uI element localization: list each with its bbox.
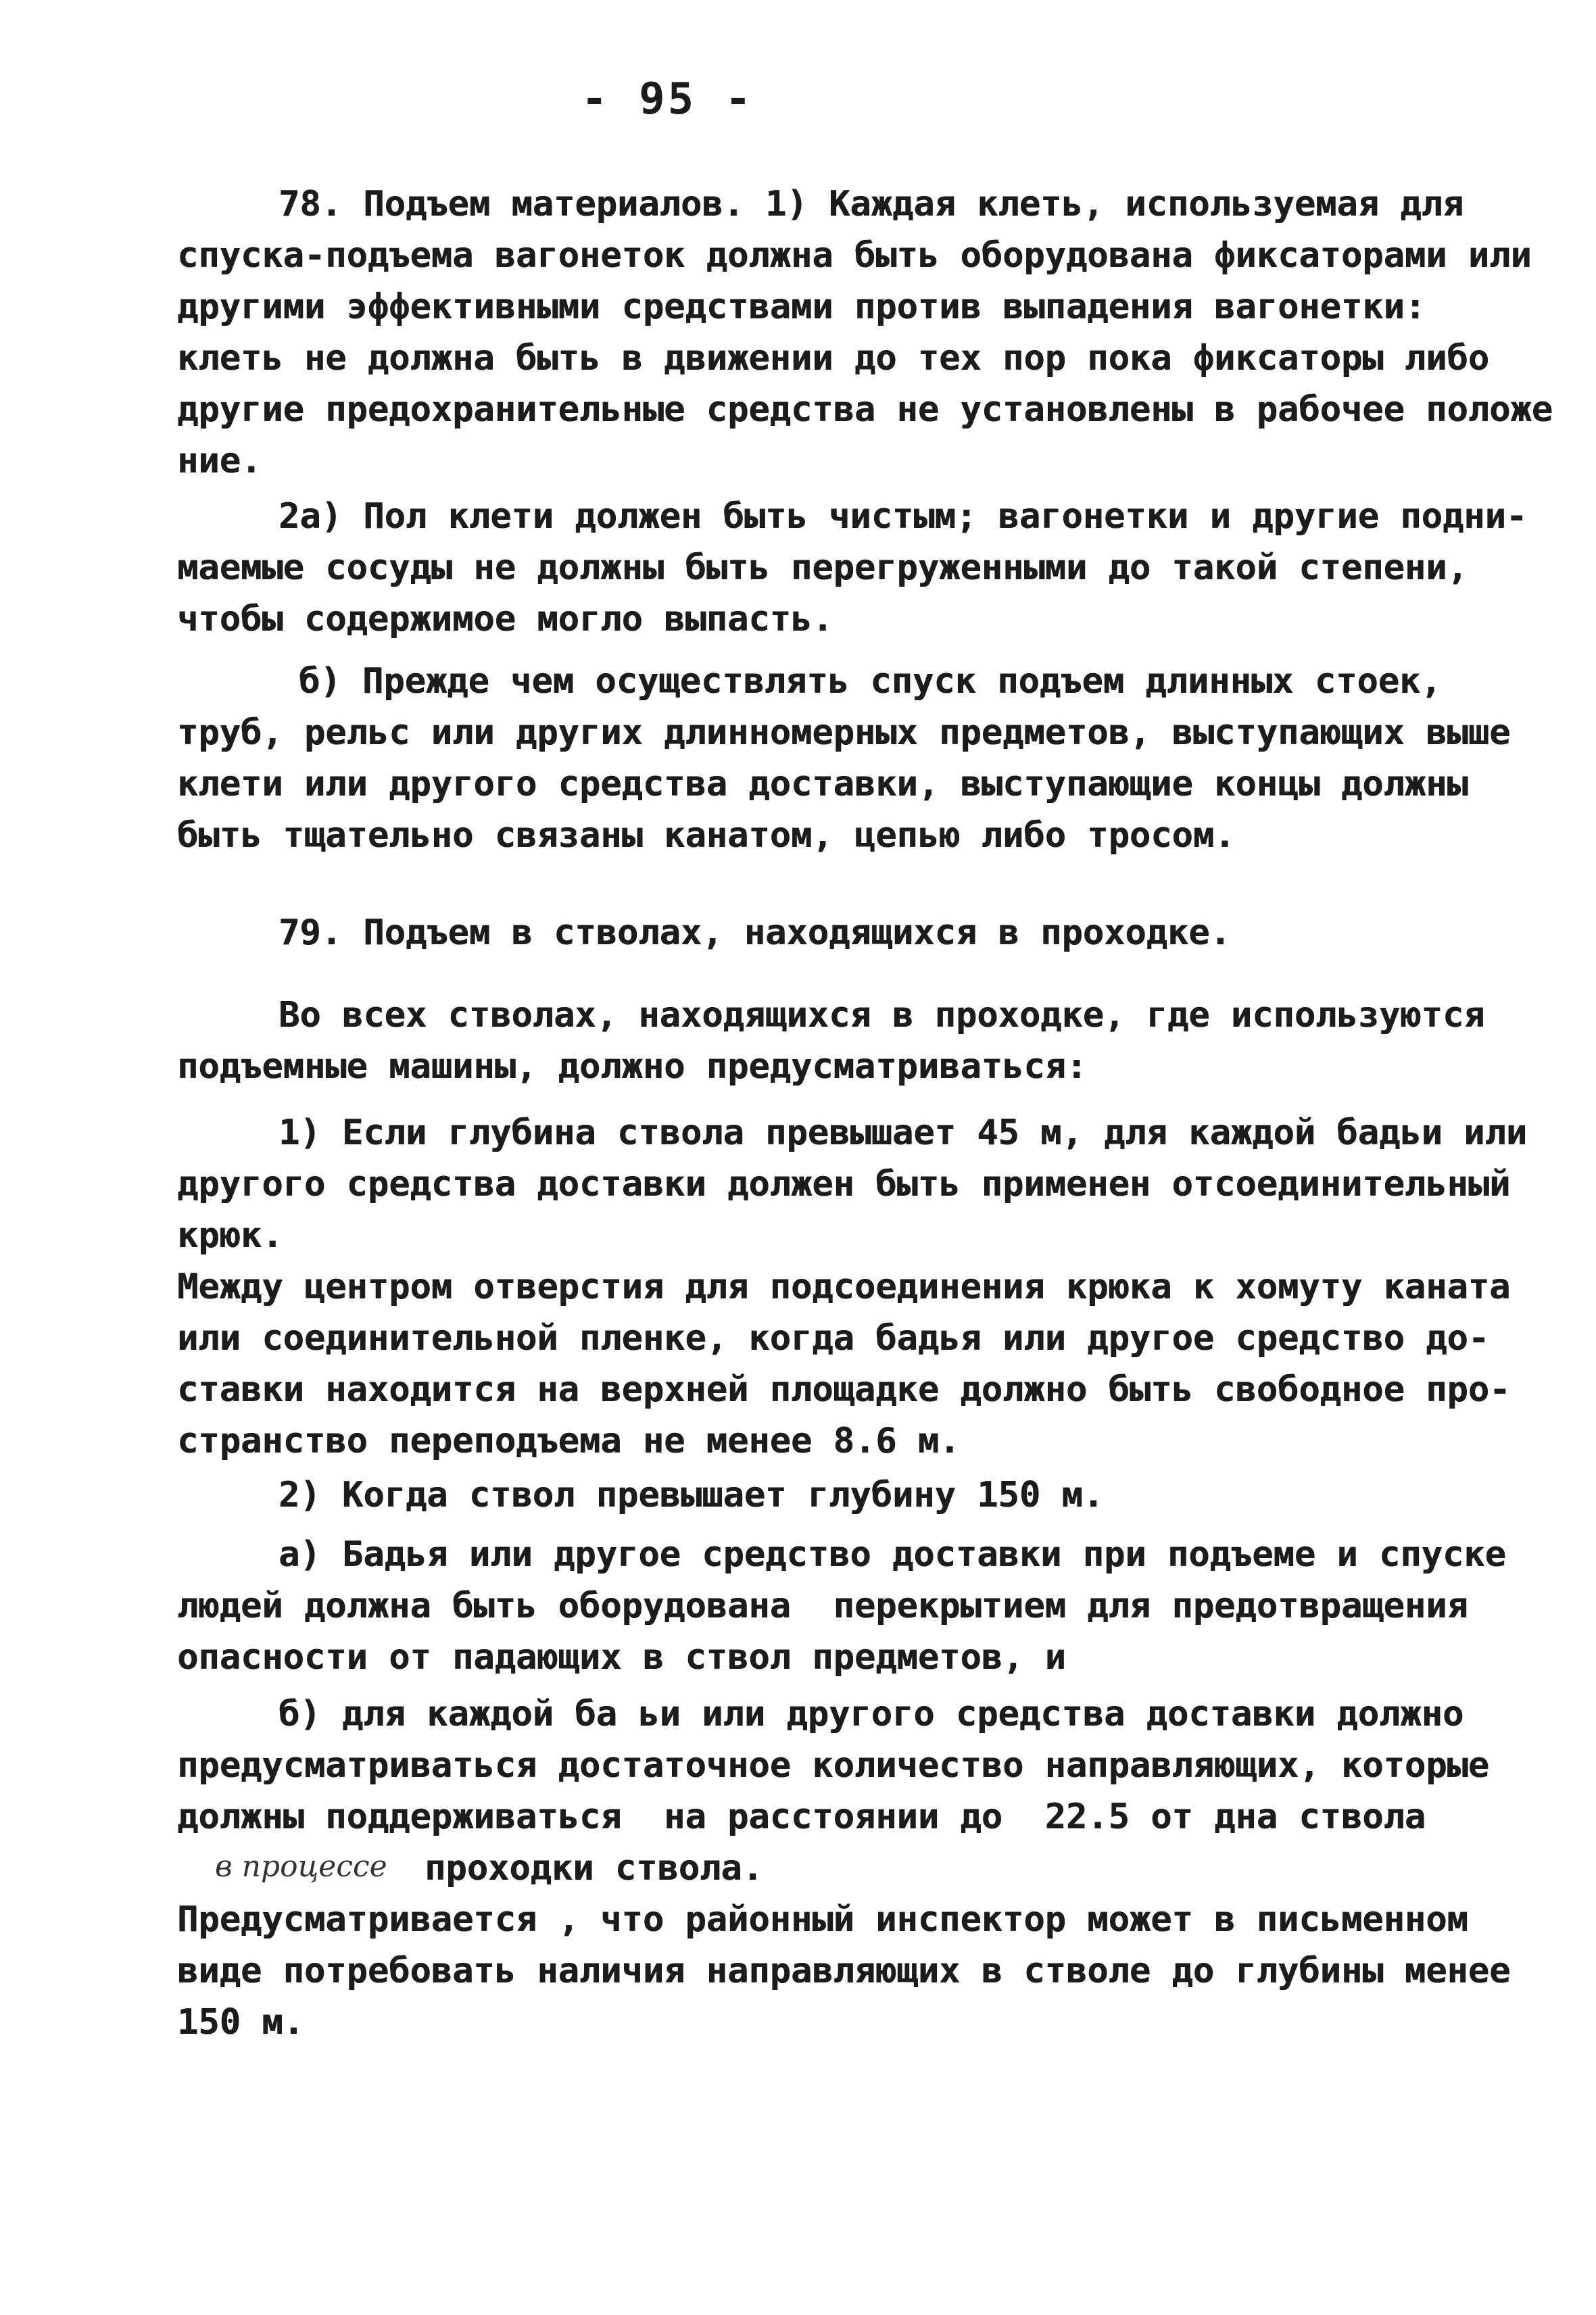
paragraph-line: крюк. (177, 1215, 283, 1256)
paragraph-line: 2а) Пол клети должен быть чистым; вагонетки и другие подни- (279, 496, 1528, 537)
paragraph-line: странство переподъема не менее 8.6 м. (177, 1421, 961, 1461)
handwritten-insert: в процессе (215, 1849, 387, 1884)
paragraph-line: а) Бадья или другое средство доставки при подъеме и спуске (279, 1534, 1506, 1575)
paragraph-line: труб, рельс или других длинномерных предметов, выступающих выше (177, 712, 1511, 753)
paragraph-line: б) для каждой ба ьи или другого средства доставки должно (279, 1694, 1464, 1734)
paragraph-line: клеть не должна быть в движении до тех пор пока фиксаторы либо (177, 338, 1490, 379)
paragraph-line: опасности от падающих в ствол предметов, и (177, 1637, 1066, 1678)
paragraph-line: другие предохранительные средства не установлены в рабочее положе (177, 389, 1553, 430)
paragraph-line: маемые сосуды не должны быть перегруженными до такой степени, (177, 547, 1468, 588)
paragraph-line: виде потребовать наличия направляющих в стволе до глубины менее (177, 1951, 1511, 1991)
paragraph-line: б) Прежде чем осуществлять спуск подъем длинных стоек, (299, 661, 1442, 702)
paragraph-line: ние. (177, 441, 262, 481)
paragraph-line: людей должна быть оборудована перекрытием для предотвращения (177, 1586, 1468, 1626)
paragraph-line: 150 м. (177, 2002, 304, 2043)
paragraph-line: 1) Если глубина ствола превышает 45 м, для каждой бадьи или (279, 1113, 1528, 1153)
paragraph-line: предусматриваться достаточное количество направляющих, которые (177, 1745, 1490, 1786)
paragraph-line: чтобы содержимое могло выпасть. (177, 599, 833, 639)
paragraph-line: подъемные машины, должно предусматриваться: (177, 1046, 1088, 1087)
paragraph-line: 78. Подъем материалов. 1) Каждая клеть, используемая для (279, 184, 1464, 224)
paragraph-line: проходки ствола. (425, 1848, 763, 1888)
paragraph-line: клети или другого средства доставки, выступающие концы должны (177, 764, 1468, 804)
paragraph-line: Между центром отверстия для подсоединения крюка к хомуту каната (177, 1267, 1511, 1307)
paragraph-line: Во всех стволах, находящихся в проходке, где используются (279, 995, 1485, 1035)
paragraph-line: ставки находится на верхней площадке должно быть свободное про- (177, 1369, 1511, 1410)
paragraph-line: другого средства доставки должен быть применен отсоединительный (177, 1164, 1511, 1204)
paragraph-line: 2) Когда ствол превышает глубину 150 м. (279, 1475, 1104, 1515)
paragraph-line: другими эффективными средствами против выпадения вагонетки: (177, 287, 1426, 327)
paragraph-line: быть тщательно связаны канатом, цепью либо тросом. (177, 815, 1236, 856)
paragraph-line: спуска-подъема вагонеток должна быть оборудована фиксаторами или (177, 235, 1532, 276)
section-heading: 79. Подъем в стволах, находящихся в проходке. (279, 912, 1231, 953)
page-number: - 95 - (581, 74, 754, 124)
paragraph-line: должны поддерживаться на расстоянии до 22.5 от дна ствола (177, 1797, 1426, 1837)
paragraph-line: Предусматривается , что районный инспектор может в письменном (177, 1899, 1468, 1940)
paragraph-line: или соединительной пленке, когда бадья или другое средство до- (177, 1318, 1490, 1359)
